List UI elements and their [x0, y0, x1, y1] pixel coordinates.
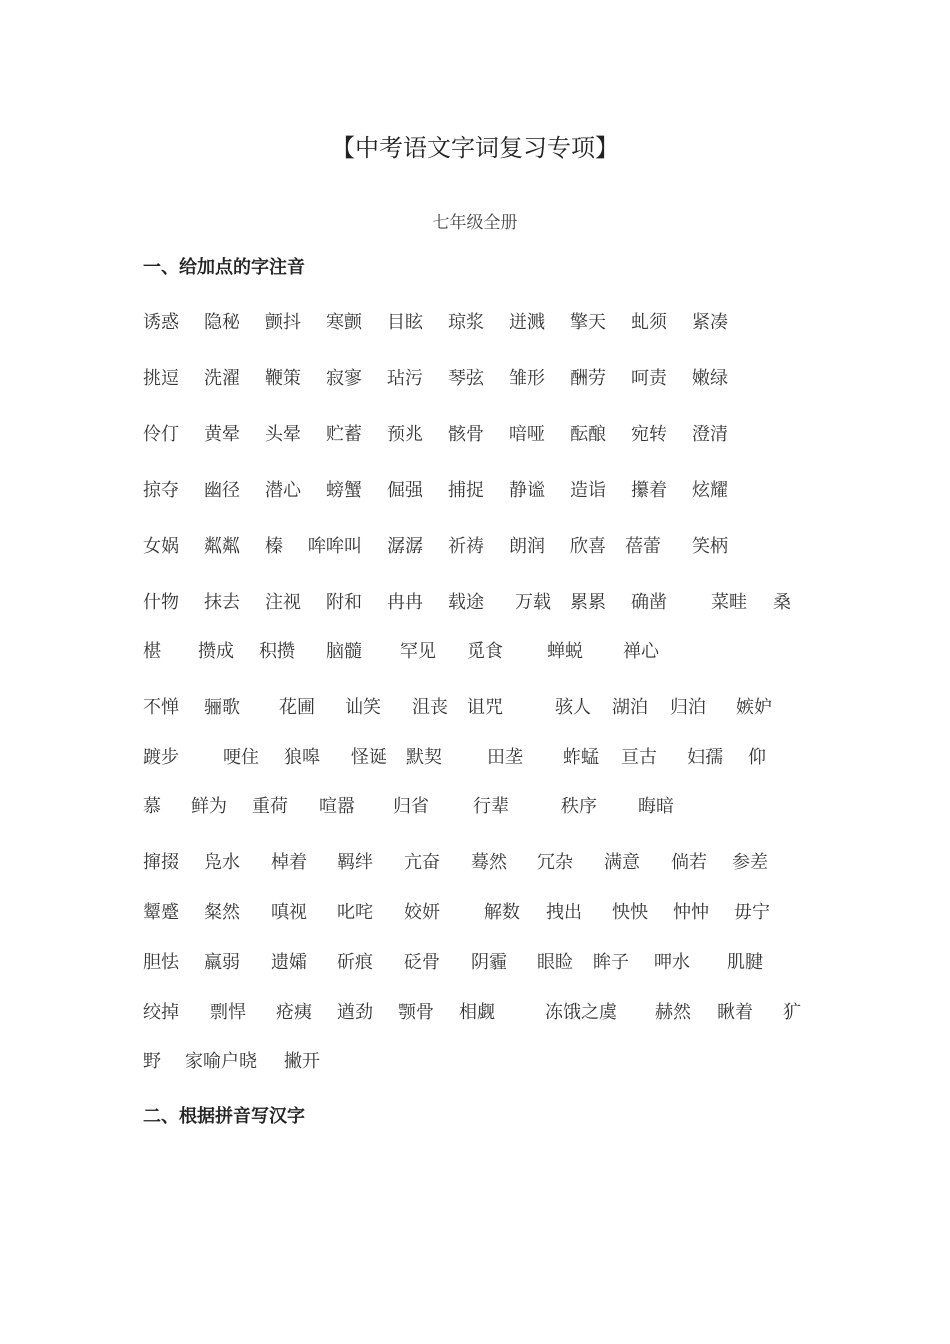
word-line — [143, 309, 823, 337]
vocab-word: 满意 — [604, 852, 640, 873]
vocab-word: 喧嚣 — [319, 796, 355, 817]
vocab-word: 什物 — [143, 592, 179, 613]
vocab-word: 嫉妒 — [736, 697, 772, 718]
vocab-word: 鲜为 — [191, 796, 227, 817]
vocab-word: 哞哞叫 — [308, 536, 362, 557]
vocab-word: 蚱蜢 — [563, 747, 599, 768]
vocab-word: 眸子 — [593, 952, 629, 973]
vocab-word: 凫水 — [204, 852, 240, 873]
vocab-word: 撇开 — [284, 1051, 320, 1072]
vocab-word: 幽径 — [204, 480, 240, 501]
vocab-word: 沮丧 — [412, 697, 448, 718]
vocab-word: 胆怯 — [143, 952, 179, 973]
vocab-word: 粲然 — [204, 902, 240, 923]
vocab-word: 掠夺 — [143, 480, 179, 501]
word-line — [143, 638, 823, 666]
vocab-word: 呵责 — [631, 368, 667, 389]
vocab-word: 倔强 — [387, 480, 423, 501]
vocab-word: 喑哑 — [509, 424, 545, 445]
vocab-word: 累累 — [570, 592, 606, 613]
vocab-word: 砭骨 — [404, 952, 440, 973]
vocab-word: 琴弦 — [448, 368, 484, 389]
vocab-word: 擎天 — [570, 312, 606, 333]
vocab-word: 积攒 — [259, 641, 295, 662]
vocab-word: 冻饿之虞 — [545, 1002, 617, 1023]
vocab-word: 阴霾 — [471, 952, 507, 973]
vocab-word: 粼粼 — [204, 536, 240, 557]
word-line — [143, 744, 823, 772]
vocab-word: 炫耀 — [692, 480, 728, 501]
vocab-word: 家喻户晓 — [185, 1051, 257, 1072]
vocab-word: 羁绊 — [337, 852, 373, 873]
vocab-word: 骇人 — [555, 697, 591, 718]
vocab-word: 载途 — [448, 592, 484, 613]
vocab-word: 斫痕 — [337, 952, 373, 973]
vocab-word: 螃蟹 — [326, 480, 362, 501]
vocab-word: 澄清 — [692, 424, 728, 445]
vocab-word: 剽悍 — [210, 1002, 246, 1023]
document-title: 【中考语文字词复习专项】 — [331, 134, 619, 162]
vocab-word: 嫩绿 — [692, 368, 728, 389]
vocab-word: 踱步 — [143, 747, 179, 768]
word-line — [143, 694, 823, 722]
vocab-word: 参差 — [732, 852, 768, 873]
vocab-word: 脑髓 — [326, 641, 362, 662]
vocab-word: 潺潺 — [387, 536, 423, 557]
vocab-word: 相觑 — [459, 1002, 495, 1023]
vocab-word: 重荷 — [252, 796, 288, 817]
vocab-word: 狼嗥 — [284, 747, 320, 768]
vocab-word: 蓓蕾 — [625, 536, 661, 557]
vocab-word: 遒劲 — [337, 1002, 373, 1023]
word-line — [143, 533, 823, 561]
vocab-word: 瞅着 — [717, 1002, 753, 1023]
word-line — [143, 849, 823, 877]
vocab-word: 撺掇 — [143, 852, 179, 873]
vocab-word: 寂寥 — [326, 368, 362, 389]
vocab-word: 抹去 — [204, 592, 240, 613]
vocab-word: 仰 — [748, 747, 766, 768]
vocab-word: 绞掉 — [143, 1002, 179, 1023]
vocab-word: 颚骨 — [398, 1002, 434, 1023]
vocab-word: 姣妍 — [404, 902, 440, 923]
vocab-word: 黄晕 — [204, 424, 240, 445]
vocab-word: 湖泊 — [612, 697, 648, 718]
vocab-word: 琼浆 — [448, 312, 484, 333]
vocab-word: 毋宁 — [734, 902, 770, 923]
vocab-word: 拽出 — [546, 902, 582, 923]
vocab-word: 慕 — [143, 796, 161, 817]
vocab-word: 行辈 — [473, 796, 509, 817]
vocab-word: 禅心 — [623, 641, 659, 662]
vocab-word: 潜心 — [265, 480, 301, 501]
vocab-word: 万载 — [515, 592, 551, 613]
vocab-word: 隐秘 — [204, 312, 240, 333]
vocab-word: 寒颤 — [326, 312, 362, 333]
word-line — [143, 365, 823, 393]
vocab-word: 不惮 — [143, 697, 179, 718]
vocab-word: 颤抖 — [265, 312, 301, 333]
vocab-word: 宛转 — [631, 424, 667, 445]
vocab-word: 蓦然 — [471, 852, 507, 873]
vocab-word: 静谧 — [509, 480, 545, 501]
vocab-word: 默契 — [406, 747, 442, 768]
vocab-word: 椹 — [143, 641, 161, 662]
vocab-word: 菜畦 — [711, 592, 747, 613]
vocab-word: 倘若 — [671, 852, 707, 873]
vocab-word: 冉冉 — [387, 592, 423, 613]
vocab-word: 田垄 — [487, 747, 523, 768]
vocab-word: 贮蓄 — [326, 424, 362, 445]
word-line — [143, 589, 823, 617]
section-heading-pinyin: 一、给加点的字注音 — [143, 257, 305, 278]
vocab-word: 罕见 — [400, 641, 436, 662]
vocab-word: 祈祷 — [448, 536, 484, 557]
word-line — [143, 1048, 823, 1076]
vocab-word: 虬须 — [631, 312, 667, 333]
vocab-word: 花圃 — [279, 697, 315, 718]
vocab-word: 洗濯 — [204, 368, 240, 389]
vocab-word: 嗔视 — [271, 902, 307, 923]
vocab-word: 女娲 — [143, 536, 179, 557]
vocab-word: 头晕 — [265, 424, 301, 445]
vocab-word: 酬劳 — [570, 368, 606, 389]
vocab-word: 目眩 — [387, 312, 423, 333]
word-line — [143, 999, 823, 1027]
vocab-word: 赫然 — [655, 1002, 691, 1023]
vocab-word: 攒成 — [198, 641, 234, 662]
vocab-word: 讪笑 — [345, 697, 381, 718]
word-line — [143, 899, 823, 927]
vocab-word: 归省 — [393, 796, 429, 817]
vocab-word: 眼睑 — [537, 952, 573, 973]
vocab-word: 解数 — [484, 902, 520, 923]
vocab-word: 疮痍 — [276, 1002, 312, 1023]
vocab-word: 攥着 — [631, 480, 667, 501]
vocab-word: 骊歌 — [204, 697, 240, 718]
vocab-word: 酝酿 — [570, 424, 606, 445]
vocab-word: 鞭策 — [265, 368, 301, 389]
vocab-word: 叱咤 — [337, 902, 373, 923]
vocab-word: 欣喜 — [570, 536, 606, 557]
word-line — [143, 793, 823, 821]
vocab-word: 造诣 — [570, 480, 606, 501]
vocab-word: 晦暗 — [638, 796, 674, 817]
vocab-word: 妇孺 — [687, 747, 723, 768]
vocab-word: 秩序 — [561, 796, 597, 817]
vocab-word: 玷污 — [387, 368, 423, 389]
vocab-word: 呷水 — [654, 952, 690, 973]
vocab-word: 忡忡 — [673, 902, 709, 923]
word-line — [143, 421, 823, 449]
vocab-word: 亢奋 — [404, 852, 440, 873]
vocab-word: 遗孀 — [271, 952, 307, 973]
document-subtitle: 七年级全册 — [432, 213, 518, 233]
section-heading-pinyin-to-characters: 二、根据拼音写汉字 — [143, 1106, 305, 1127]
vocab-word: 蝉蜕 — [547, 641, 583, 662]
vocab-word: 预兆 — [387, 424, 423, 445]
vocab-word: 怏怏 — [612, 902, 648, 923]
vocab-word: 犷 — [783, 1002, 801, 1023]
vocab-word: 捕捉 — [448, 480, 484, 501]
vocab-word: 桑 — [773, 592, 791, 613]
vocab-word: 雏形 — [509, 368, 545, 389]
vocab-word: 迸溅 — [509, 312, 545, 333]
vocab-word: 野 — [143, 1051, 161, 1072]
vocab-word: 确凿 — [631, 592, 667, 613]
word-line — [143, 477, 823, 505]
vocab-word: 肌腱 — [727, 952, 763, 973]
word-line — [143, 949, 823, 977]
vocab-word: 朗润 — [509, 536, 545, 557]
vocab-word: 棹着 — [271, 852, 307, 873]
vocab-word: 颦蹙 — [143, 902, 179, 923]
vocab-word: 诅咒 — [467, 697, 503, 718]
vocab-word: 觅食 — [467, 641, 503, 662]
vocab-word: 伶仃 — [143, 424, 179, 445]
vocab-word: 紧凑 — [692, 312, 728, 333]
vocab-word: 冗杂 — [537, 852, 573, 873]
vocab-word: 归泊 — [670, 697, 706, 718]
vocab-word: 羸弱 — [204, 952, 240, 973]
vocab-word: 挑逗 — [143, 368, 179, 389]
vocab-word: 骸骨 — [448, 424, 484, 445]
vocab-word: 榛 — [265, 536, 283, 557]
vocab-word: 注视 — [265, 592, 301, 613]
vocab-word: 附和 — [326, 592, 362, 613]
vocab-word: 笑柄 — [692, 536, 728, 557]
vocab-word: 亘古 — [621, 747, 657, 768]
vocab-word: 怪诞 — [351, 747, 387, 768]
vocab-word: 哽住 — [223, 747, 259, 768]
vocab-word: 诱惑 — [143, 312, 179, 333]
